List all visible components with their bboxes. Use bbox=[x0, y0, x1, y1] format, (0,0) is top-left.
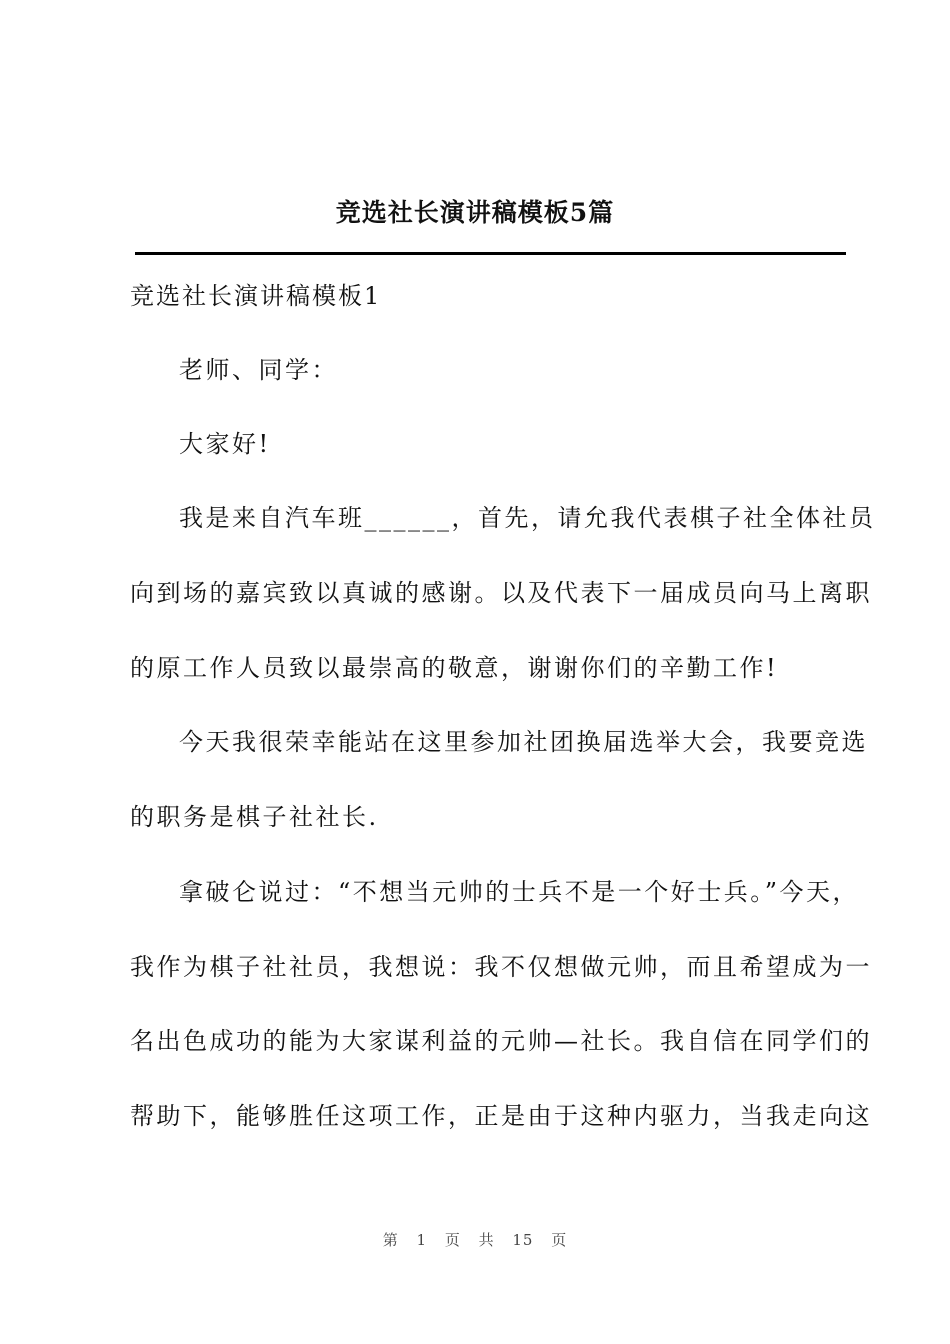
paragraph-line: 帮助下，能够胜任这项工作，正是由于这种内驱力，当我走向这 bbox=[130, 1102, 872, 1130]
page-number-footer: 第 1 页 共 15 页 bbox=[382, 1231, 568, 1249]
title-divider bbox=[135, 252, 846, 255]
paragraph-line: 我作为棋子社社员，我想说：我不仅想做元帅，而且希望成为一 bbox=[130, 953, 872, 981]
paragraph-line: 名出色成功的能为大家谋利益的元帅—社长。我自信在同学们的 bbox=[130, 1027, 872, 1055]
paragraph-line: 拿破仑说过：“不想当元帅的士兵不是一个好士兵。”今天， bbox=[179, 878, 860, 906]
paragraph-line: 的原工作人员致以最崇高的敬意，谢谢你们的辛勤工作! bbox=[130, 654, 779, 682]
document-title: 竞选社长演讲稿模板5篇 bbox=[335, 198, 615, 227]
paragraph-line: 向到场的嘉宾致以真诚的感谢。以及代表下一届成员向马上离职 bbox=[130, 579, 872, 607]
section-heading: 竞选社长演讲稿模板1 bbox=[130, 282, 382, 310]
paragraph-line: 大家好! bbox=[179, 430, 271, 458]
paragraph-line: 我是来自汽车班______，首先，请允我代表棋子社全体社员 bbox=[179, 504, 876, 532]
paragraph-line: 今天我很荣幸能站在这里参加社团换届选举大会，我要竞选 bbox=[179, 728, 868, 756]
paragraph-line: 的职务是棋子社社长. bbox=[130, 803, 379, 831]
paragraph-line: 老师、同学： bbox=[179, 356, 338, 384]
